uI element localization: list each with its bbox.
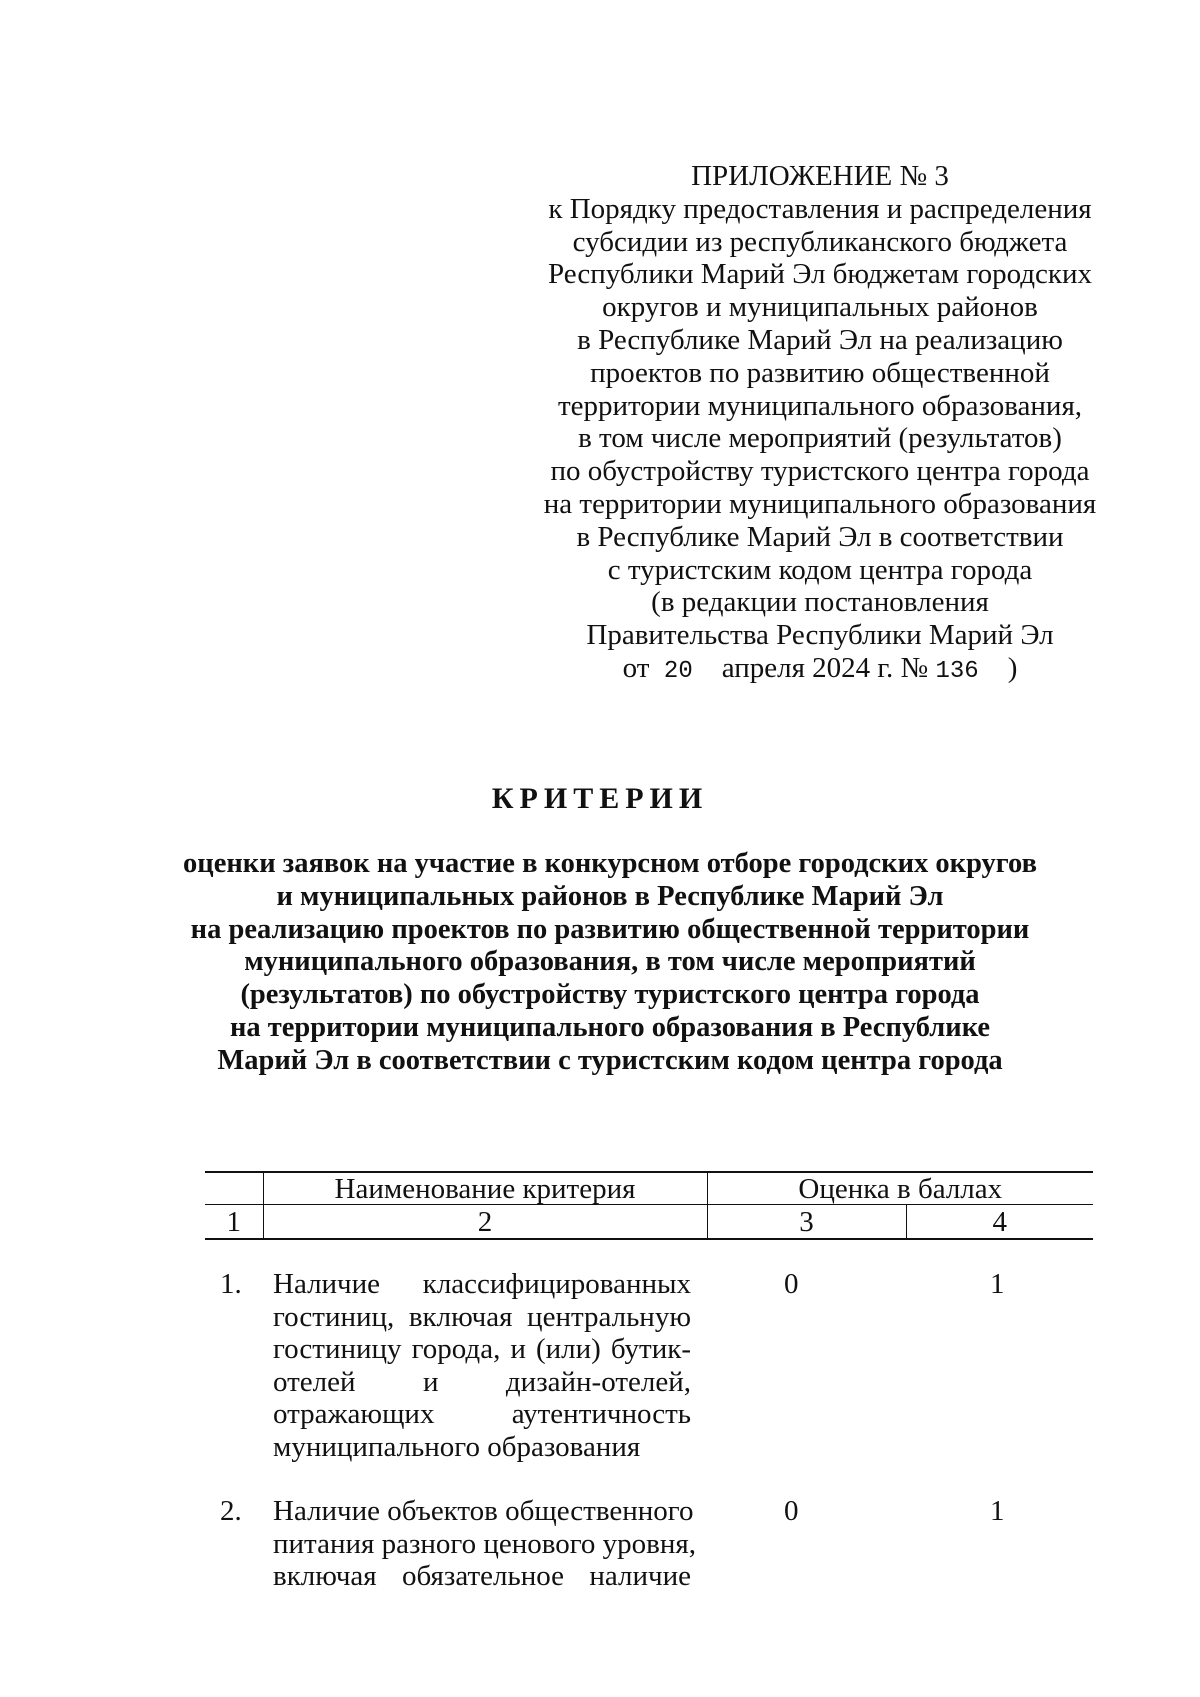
appendix-date-line [540, 652, 1100, 689]
appendix-line: в Республике Марий Эл на реализацию [577, 323, 1063, 356]
subtitle-line: на реализацию проектов по развитию общественной территории [190, 913, 1030, 945]
header-name-cell: Наименование критерия [263, 1172, 707, 1205]
criterion-line: отражающих аутентичность [273, 1398, 691, 1430]
column-number: 1 [205, 1205, 263, 1240]
date-day: 20 [663, 657, 693, 685]
criterion-line: муниципального образования [273, 1430, 641, 1463]
subtitle-line: на территории муниципального образования в Республике [229, 1011, 991, 1043]
appendix-line: на территории муниципального образования [543, 487, 1097, 520]
subtitle-line: (результатов) по обустройству туристского центра города [240, 979, 980, 1011]
appendix-line: в Республике Марий Эл в соответствии [576, 520, 1064, 553]
date-prefix: от [622, 651, 650, 684]
appendix-line: по обустройству туристского центра города [550, 455, 1090, 488]
criteria-rows [205, 1268, 1093, 1625]
score-value: 1 [990, 1268, 1005, 1300]
appendix-line: субсидии из республиканского бюджета [572, 225, 1068, 258]
table-header-row [205, 1172, 1093, 1205]
criterion-line: Наличие объектов общественного [273, 1495, 694, 1527]
subtitle-line: Марий Эл в соответствии с туристским кодом центра города [217, 1044, 1003, 1076]
appendix-line: в том числе мероприятий (результатов) [578, 422, 1062, 455]
criterion-line: гостиниц, включая центральную [273, 1300, 691, 1333]
appendix-line: (в редакции постановления [651, 586, 989, 619]
appendix-line: Правительства Республики Марий Эл [586, 619, 1054, 652]
criterion-name [273, 1495, 696, 1593]
appendix-block [540, 160, 1100, 689]
appendix-line: территории муниципального образования, [557, 389, 1083, 422]
criterion-line: Наличие классифицированных [273, 1268, 691, 1300]
header-empty-cell [205, 1172, 263, 1205]
criterion-line: гостиницу города, и (или) бутик- [273, 1333, 691, 1365]
table-column-numbers-row [205, 1205, 1093, 1240]
appendix-heading: ПРИЛОЖЕНИЕ № 3 [691, 160, 949, 192]
document-title: КРИТЕРИИ [491, 782, 709, 815]
table-row [205, 1268, 1093, 1463]
criteria-table [205, 1171, 1093, 1240]
date-middle: апреля 2024 г. № [721, 651, 929, 684]
criterion-name [273, 1268, 691, 1463]
document-subtitle [160, 848, 1060, 1078]
appendix-line: с туристским кодом центра города [607, 553, 1033, 586]
score-value: 0 [784, 1268, 799, 1300]
date-suffix: ) [1007, 651, 1018, 684]
column-number: 3 [707, 1205, 906, 1240]
subtitle-line: и муниципальных районов в Республике Марий Эл [276, 880, 944, 912]
criterion-line: питания разного ценового уровня, [273, 1527, 696, 1560]
appendix-line: Республики Марий Эл бюджетам городских [548, 258, 1092, 291]
column-number: 4 [906, 1205, 1093, 1240]
appendix-line: проектов по развитию общественной [590, 356, 1050, 389]
subtitle-line: муниципального образования, в том числе мероприятий [244, 946, 976, 978]
table-row [205, 1495, 1093, 1593]
score-value: 0 [784, 1495, 799, 1527]
score-value: 1 [990, 1495, 1005, 1527]
date-number: 136 [935, 657, 979, 685]
header-score-cell: Оценка в баллах [707, 1172, 1093, 1205]
criterion-line: отелей и дизайн-отелей, [273, 1365, 691, 1398]
appendix-line: к Порядку предоставления и распределения [548, 192, 1092, 225]
subtitle-line: оценки заявок на участие в конкурсном отборе городских округов [183, 848, 1037, 879]
column-number: 2 [263, 1205, 707, 1240]
row-number: 1. [220, 1268, 242, 1300]
row-number: 2. [220, 1495, 242, 1527]
criterion-line: включая обязательное наличие [273, 1560, 691, 1592]
appendix-line: округов и муниципальных районов [602, 291, 1038, 324]
